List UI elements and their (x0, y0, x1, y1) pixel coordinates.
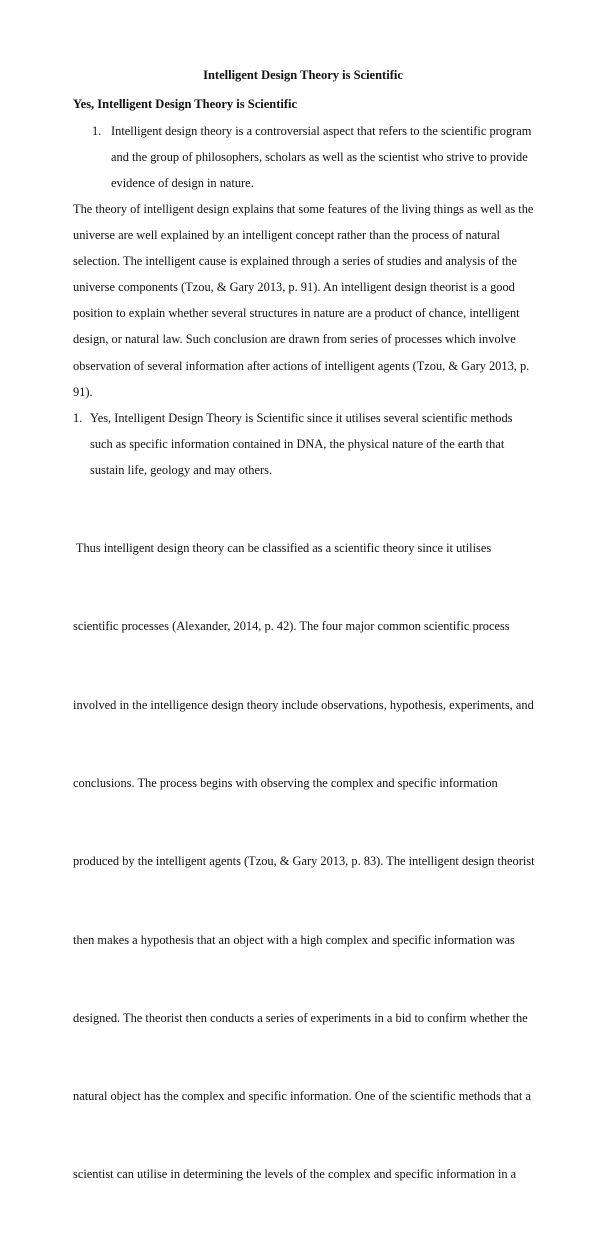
text-line: position to explain whether several structures in nature are a product of chance, intelligent (73, 306, 520, 321)
body-paragraph-1 (73, 196, 535, 405)
text-line: and the group of philosophers, scholars as well as the scientist who strive to provide (111, 150, 528, 165)
text-line: such as specific information contained in DNA, the physical nature of the earth that (90, 437, 505, 452)
text-line: Thus intelligent design theory can be classified as a scientific theory since it utilises (73, 541, 492, 556)
text-line: Intelligent design theory is a controversial aspect that refers to the scientific program (111, 124, 532, 138)
list-item-text (90, 405, 512, 483)
text-line: The theory of intelligent design explains that some features of the living things as well as the (73, 202, 534, 216)
text-line: Yes, Intelligent Design Theory is Scientific since it utilises several scientific methods (90, 411, 513, 425)
text-line: sustain life, geology and may others. (90, 463, 273, 478)
text-line: conclusions. The process begins with observing the complex and specific information (73, 776, 498, 791)
text-line: then makes a hypothesis that an object with a high complex and specific information was (73, 932, 515, 947)
text-line: scientific processes (Alexander, 2014, p. 42). The four major common scientific process (73, 619, 510, 634)
list-number: 1. (92, 124, 102, 138)
text-line: scientist can utilise in determining the levels of the complex and specific information in a (73, 1167, 517, 1182)
body-paragraph-2 (73, 483, 535, 1240)
list-item-text (111, 118, 531, 196)
text-line: universe are well explained by an intelligent concept rather than the process of natural (73, 228, 500, 243)
text-line: involved in the intelligence design theory include observations, hypothesis, experiments, and (73, 697, 534, 712)
text-line: evidence of design in nature. (111, 176, 254, 191)
text-line: selection. The intelligent cause is explained through a series of studies and analysis of the (73, 254, 517, 269)
text-line: design, or natural law. Such conclusion are drawn from series of processes which involve (73, 332, 516, 347)
text-line: observation of several information after actions of intelligent agents (Tzou, & Gary 2013, p. (73, 358, 530, 373)
text-line: universe components (Tzou, & Gary 2013, p. 91). An intelligent design theorist is a good (73, 280, 515, 295)
text-line: produced by the intelligent agents (Tzou, & Gary 2013, p. 83). The intelligent design theorist (73, 854, 535, 869)
text-line: designed. The theorist then conducts a series of experiments in a bid to confirm whether the (73, 1010, 528, 1025)
text-line: natural object has the complex and specific information. One of the scientific methods that a (73, 1089, 531, 1104)
document-title: Intelligent Design Theory is Scientific (203, 68, 403, 82)
list-number: 1. (73, 411, 83, 425)
text-line: 91). (73, 384, 93, 399)
section-heading: Yes, Intelligent Design Theory is Scientific (73, 97, 298, 111)
